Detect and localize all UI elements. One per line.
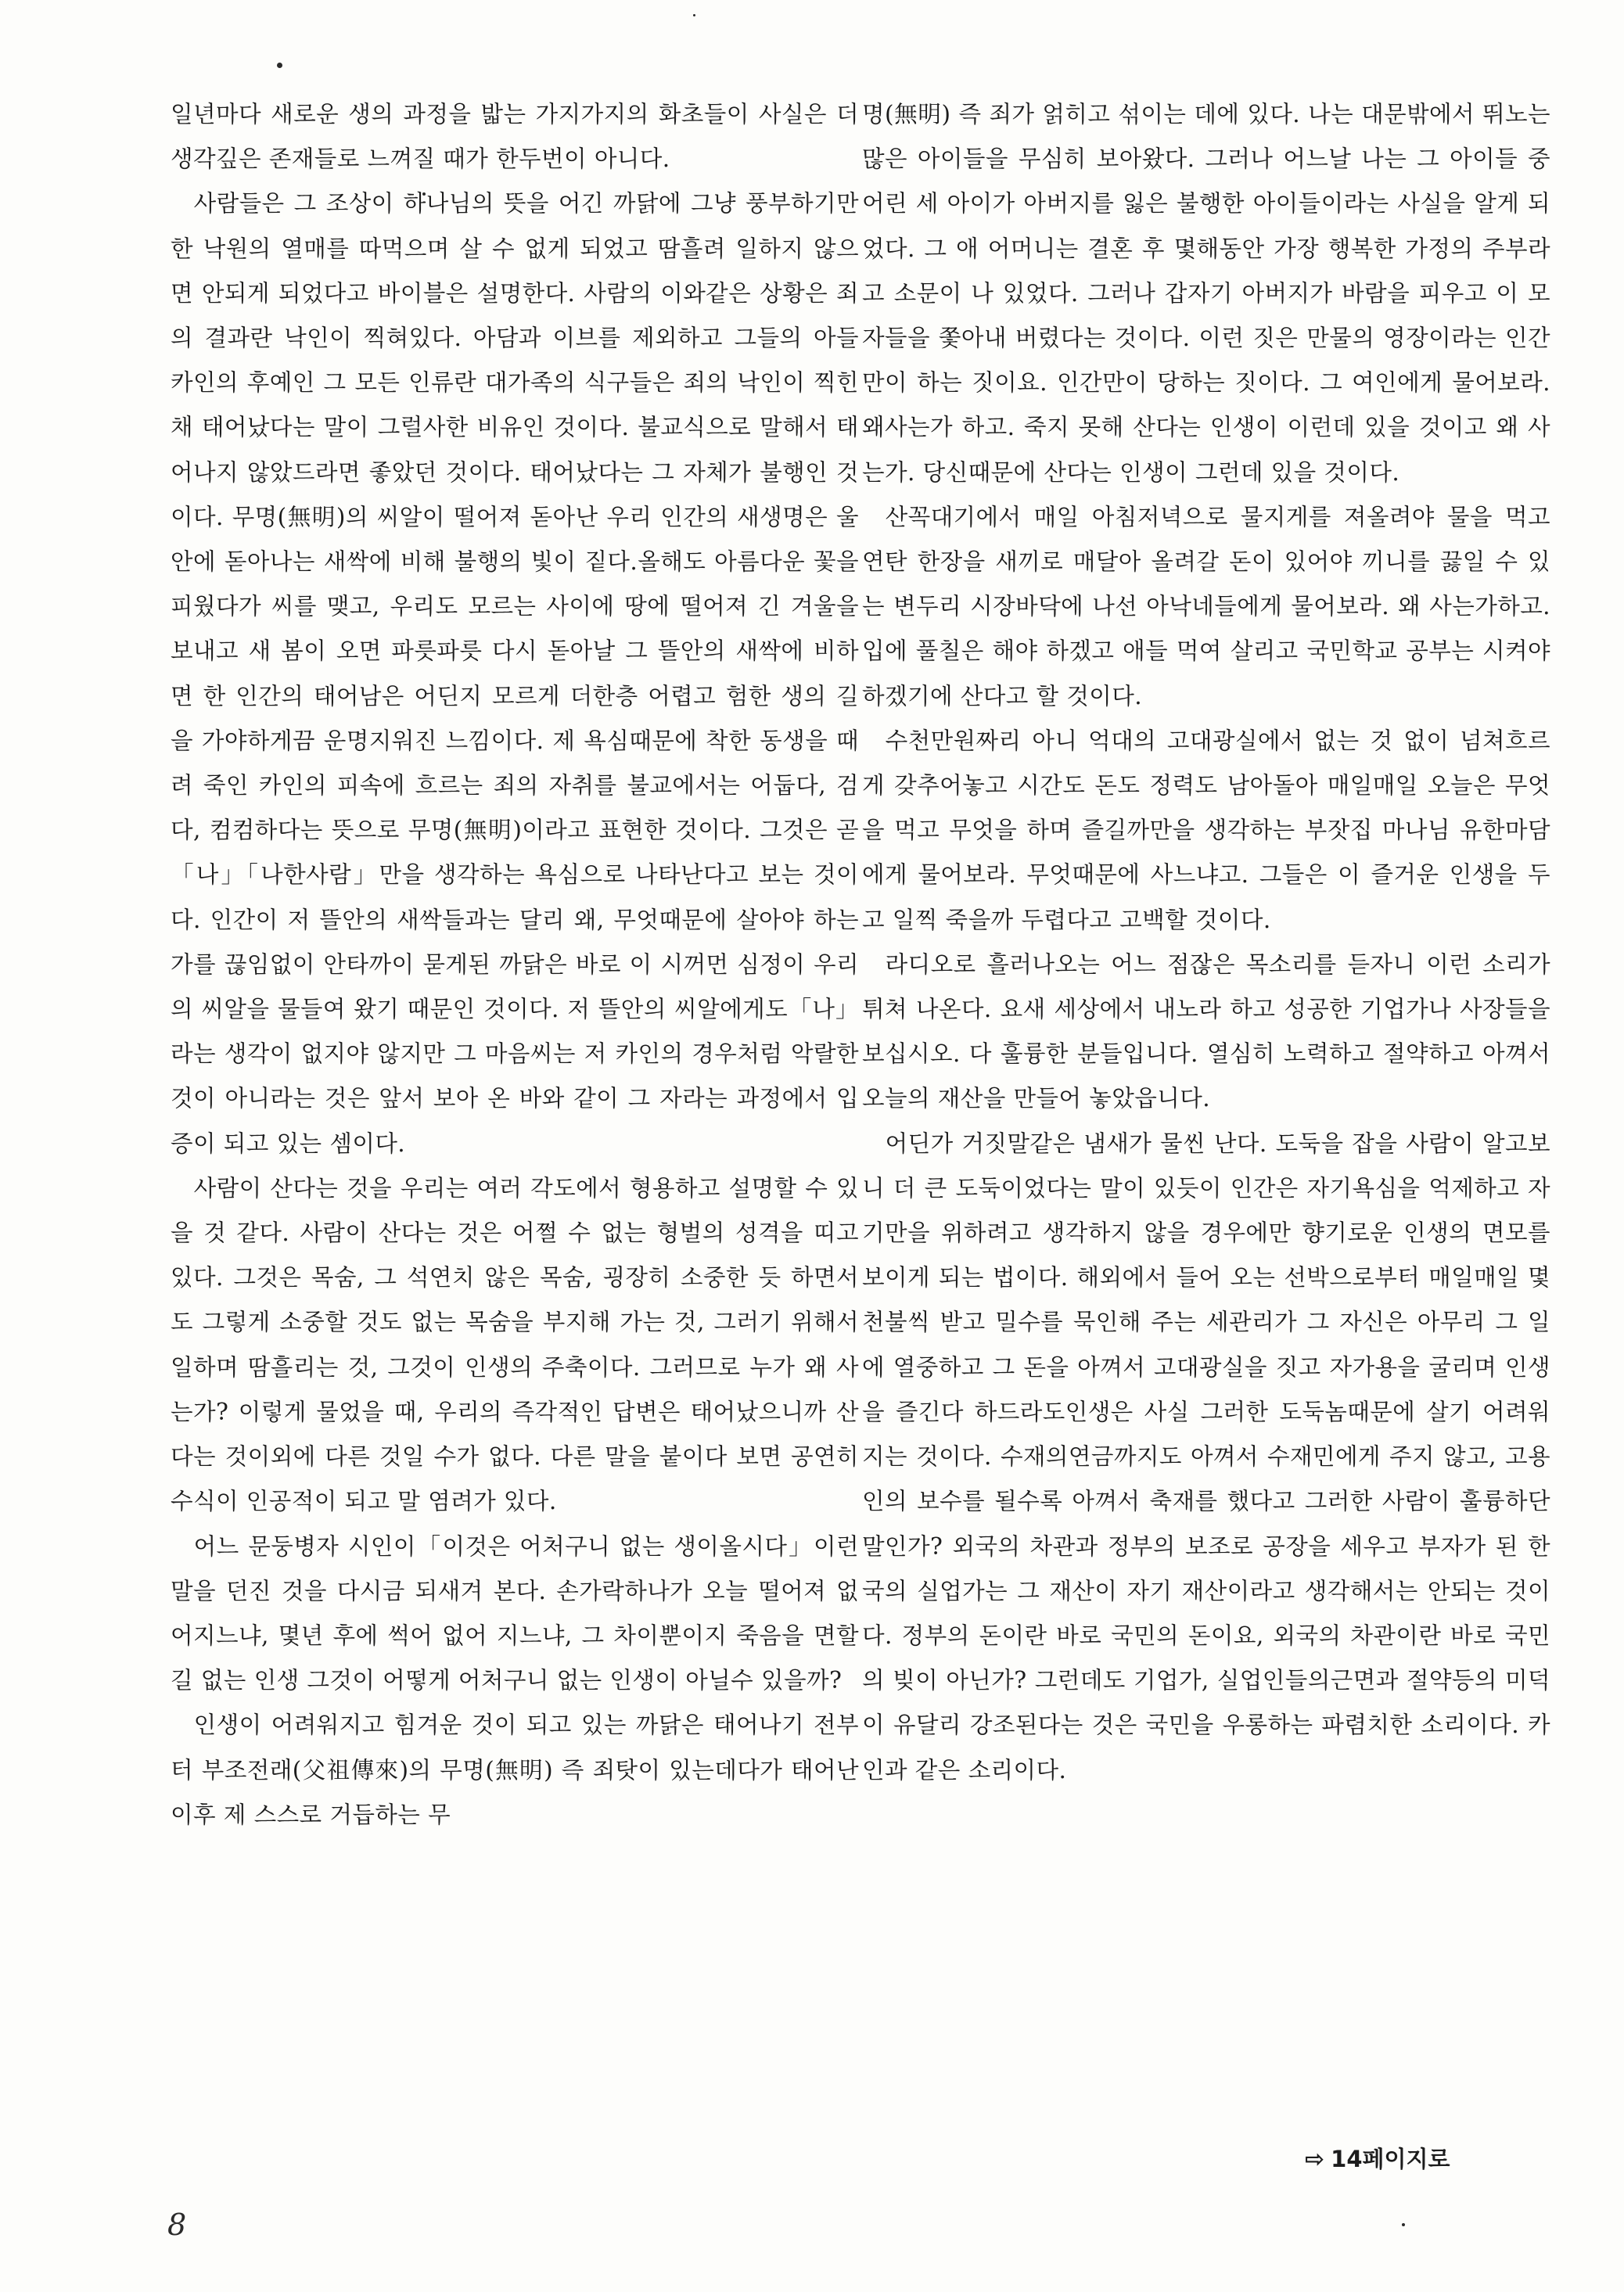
right-text-column — [862, 92, 1550, 2142]
continued-on-page-note — [1305, 2142, 1450, 2174]
print-speck — [693, 14, 695, 16]
paragraph: 산꼭대기에서 매일 아침저녁으로 물지게를 져올려야 물을 먹고 연탄 한장을 새끼로 매달아 올려갈 돈이 있어야 끼니를 끓일 수 있는 변두리 시장바닥에 나선 아낙네들에게 물어보라. 왜 사는가하고. 입에 풀칠은 해야 하겠고 애들 먹여 살리고 국민학교 공부는 시켜야 하겠기에 산다고 할 것이다. — [862, 503, 1550, 710]
print-speck — [277, 63, 282, 68]
page-number: 8 — [167, 2208, 187, 2242]
paragraph: 수천만원짜리 아니 억대의 고대광실에서 없는 것 없이 넘쳐흐르게 갖추어놓고 시간도 돈도 정력도 남아돌아 매일매일 오늘은 무엇을 먹고 무엇을 하며 즐길까만을 생각하는 부잣집 마나님 유한마담에게 물어보라. 무엇때문에 사느냐고. 그들은 이 즐거운 인생을 두고 일찍 죽을까 두렵다고 고백할 것이다. — [862, 727, 1550, 933]
paragraph: 어딘가 거짓말같은 냄새가 물씬 난다. 도둑을 잡을 사람이 알고보니 더 큰 도둑이었다는 말이 있듯이 인간은 자기욕심을 억제하고 자기만을 위하려고 생각하지 않을 경우에만 향기로운 인생의 면모를 보이게 되는 법이다. 해외에서 들어 오는 선박으로부터 매일매일 몇천불씩 받고 밀수를 묵인해 주는 세관리가 그 자신은 아무리 그 일에 열중하고 그 돈을 아껴서 고대광실을 짓고 자가용을 굴리며 인생을 즐긴다 하드라도인생은 사실 그러한 도둑놈때문에 살기 어려워지는 것이다. 수재의연금까지도 아껴서 수재민에게 주지 않고, 고용인의 보수를 될수록 아껴서 축재를 했다고 그러한 사람이 훌륭하단 말인가? 외국의 차관과 정부의 보조로 공장을 세우고 부자가 된 한국의 실업가는 그 재산이 자기 재산이라고 생각해서는 안되는 것이다. 정부의 돈이란 바로 국민의 돈이요, 외국의 차관이란 바로 국민의 빚이 아닌가? 그런데도 기업가, 실업인들의근면과 절약등의 미덕이 유달리 강조된다는 것은 국민을 우롱하는 파렴치한 소리이다. 카인과 같은 소리이다. — [862, 1130, 1550, 1784]
paragraph: 일년마다 새로운 생의 과정을 밟는 가지가지의 화초들이 사실은 더 생각깊은 존재들로 느껴질 때가 한두번이 아니다. — [171, 101, 859, 173]
paragraph: 명(無明) 즉 죄가 얽히고 섞이는 데에 있다. 나는 대문밖에서 뛰노는 많은 아이들을 무심히 보아왔다. 그러나 어느날 나는 그 아이들 중 어린 세 아이가 아버지를 잃은 불행한 아이들이라는 사실을 알게 되었다. 그 애 어머니는 결혼 후 몇해동안 가장 행복한 가정의 주부라고 소문이 나 있었다. 그러나 갑자기 아버지가 바람을 피우고 이 모자들을 쫓아내 버렸다는 것이다. 이런 짓은 만물의 영장이라는 인간만이 하는 짓이요. 인간만이 당하는 짓이다. 그 여인에게 물어보라. 왜사는가 하고. 죽지 못해 산다는 인생이 이런데 있을 것이고 왜 사는가. 당신때문에 산다는 인생이 그런데 있을 것이다. — [862, 101, 1550, 486]
paragraph: 사람들은 그 조상이 하나님의 뜻을 어긴 까닭에 그냥 풍부하기만 한 낙원의 열매를 따먹으며 살 수 없게 되었고 땀흘려 일하지 않으면 안되게 되었다고 바이블은 설명한다. 사람의 이와같은 상황은 죄의 결과란 낙인이 찍혀있다. 아담과 이브를 제외하고 그들의 아들 카인의 후예인 그 모든 인류란 대가족의 식구들은 죄의 낙인이 찍힌 채 태어났다는 말이 그럴사한 비유인 것이다. 불교식으로 말해서 태어나지 않았드라면 좋았던 것이다. 태어났다는 그 자체가 불행인 것이다. 무명(無明)의 씨알이 떨어져 돋아난 우리 인간의 새생명은 울안에 돋아나는 새싹에 비해 불행의 빛이 짙다.올해도 아름다운 꽃을 피웠다가 씨를 맺고, 우리도 모르는 사이에 땅에 떨어져 긴 겨울을 보내고 새 봄이 오면 파릇파릇 다시 돋아날 그 뜰안의 새싹에 비하면 한 인간의 태어남은 어딘지 모르게 더한층 어렵고 험한 생의 길을 가야하게끔 운명지워진 느낌이다. 제 욕심때문에 착한 동생을 때려 죽인 카인의 피속에 흐르는 죄의 자취를 불교에서는 어둡다, 검다, 컴컴하다는 뜻으로 무명(無明)이라고 표현한 것이다. 그것은 곧「나」「나한사람」만을 생각하는 욕심으로 나타난다고 보는 것이다. 인간이 저 뜰안의 새싹들과는 달리 왜, 무엇때문에 살아야 하는가를 끊임없이 안타까이 묻게된 까닭은 바로 이 시꺼먼 심정이 우리의 씨알을 물들여 왔기 때문인 것이다. 저 뜰안의 씨알에게도「나」라는 생각이 없지야 않지만 그 마음씨는 저 카인의 경우처럼 악랄한 것이 아니라는 것은 앞서 보아 온 바와 같이 그 자라는 과정에서 입증이 되고 있는 셈이다. — [171, 190, 859, 1157]
print-speck — [1402, 2223, 1405, 2226]
paragraph: 라디오로 흘러나오는 어느 점잖은 목소리를 듣자니 이런 소리가 튀쳐 나온다. 요새 세상에서 내노라 하고 성공한 기업가나 사장들을 보십시오. 다 훌륭한 분들입니다. 열심히 노력하고 절약하고 아껴서 오늘의 재산을 만들어 놓았읍니다. — [862, 950, 1550, 1112]
paragraph: 어느 문둥병자 시인이「이것은 어처구니 없는 생이올시다」이런 말을 던진 것을 다시금 되새겨 본다. 손가락하나가 오늘 떨어져 없어지느냐, 몇년 후에 썩어 없어 지느냐, 그 차이뿐이지 죽음을 면할 길 없는 인생 그것이 어떻게 어처구니 없는 인생이 아닐수 있을까? — [171, 1532, 859, 1694]
continued-note-label: 14페이지로 — [1331, 2146, 1450, 2172]
paragraph: 사람이 산다는 것을 우리는 여러 각도에서 형용하고 설명할 수 있을 것 같다. 사람이 산다는 것은 어쩔 수 없는 형벌의 성격을 띠고 있다. 그것은 목숨, 그 석연치 않은 목숨, 굉장히 소중한 듯 하면서도 그렇게 소중할 것도 없는 목숨을 부지해 가는 것, 그러기 위해서 일하며 땀흘리는 것, 그것이 인생의 주축이다. 그러므로 누가 왜 사는가? 이렇게 물었을 때, 우리의 즉각적인 답변은 태어났으니까 산다는 것이외에 다른 것일 수가 없다. 다른 말을 붙이다 보면 공연히 수식이 인공적이 되고 말 염려가 있다. — [171, 1174, 859, 1515]
right-arrow-icon: ⇨ — [1305, 2146, 1325, 2173]
left-text-column — [171, 92, 859, 2142]
paragraph: 인생이 어려워지고 힘겨운 것이 되고 있는 까닭은 태어나기 전부터 부조전래(父祖傳來)의 무명(無明) 즉 죄탓이 있는데다가 태어난 이후 제 스스로 거듭하는 무 — [171, 1712, 859, 1828]
